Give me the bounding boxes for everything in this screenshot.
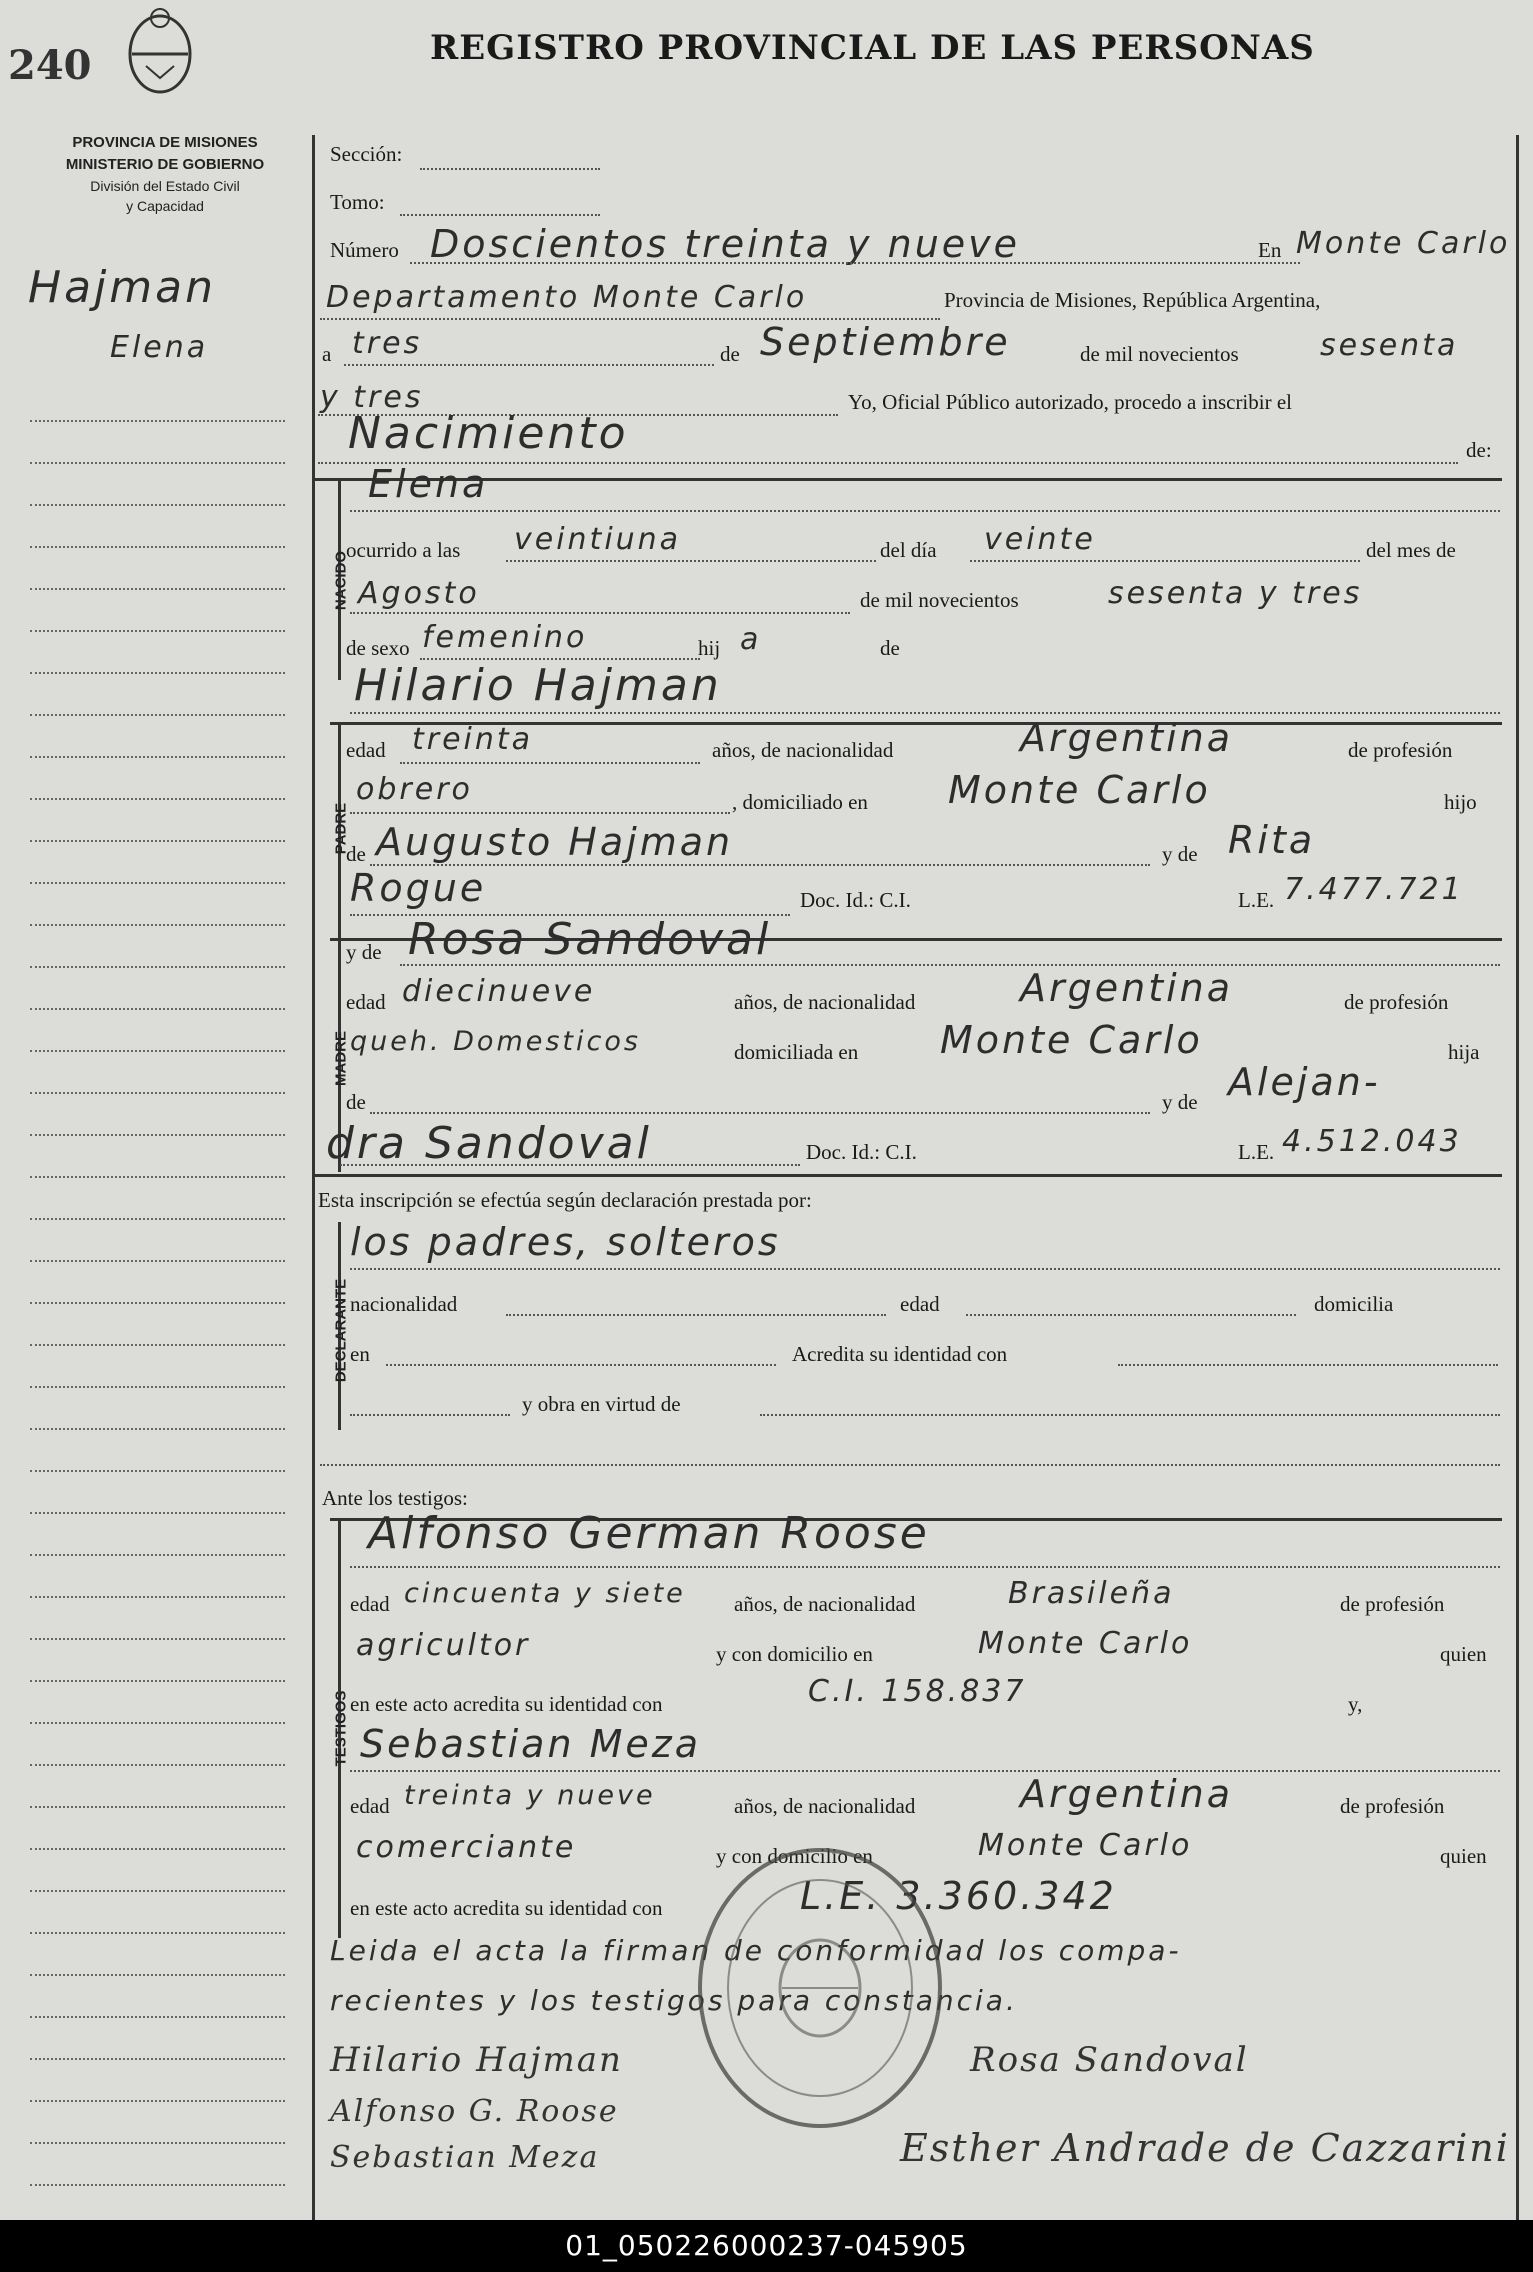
abuelo-materno-line xyxy=(370,1112,1150,1114)
signature-padre: Hilario Hajman xyxy=(330,2040,623,2080)
margin-given-name: Elena xyxy=(110,330,209,365)
label-ante-testigos: Ante los testigos: xyxy=(322,1486,468,1510)
entry-madre-le: 4.512.043 xyxy=(1282,1124,1462,1159)
label-de-abuelo: de xyxy=(346,842,366,866)
side-label-padre: PADRE xyxy=(332,802,350,855)
closing-line-1: Leida el acta la firman de conformidad los compa- xyxy=(330,1934,1182,1967)
label-quien-t1: quien xyxy=(1440,1642,1487,1666)
document-title: REGISTRO PROVINCIAL DE LAS PERSONAS xyxy=(430,28,1315,68)
scan-id-footer: 01_050226000237-045905 xyxy=(0,2220,1533,2272)
label-de-abuelo-materno: de xyxy=(346,1090,366,1114)
label-anos-t2: años, de nacionalidad xyxy=(734,1794,916,1818)
official-seal-icon xyxy=(690,1838,950,2138)
entry-mes: Septiembre xyxy=(760,320,1011,364)
label-domiciliada: domiciliada en xyxy=(734,1040,859,1064)
label-le-padre: L.E. xyxy=(1238,888,1275,912)
label-numero: Número xyxy=(330,238,399,262)
label-hija: hija xyxy=(1448,1040,1480,1064)
side-label-testigos: TESTIGOS xyxy=(332,1690,350,1767)
label-obra: y obra en virtud de xyxy=(522,1392,681,1416)
label-anos-t1: años, de nacionalidad xyxy=(734,1592,916,1616)
label-en: En xyxy=(1258,238,1282,262)
declarante-line xyxy=(350,1268,1500,1270)
entry-testigo2-edad: treinta y nueve xyxy=(404,1780,656,1811)
edad-decl-line xyxy=(966,1314,1296,1316)
label-y-coma: y, xyxy=(1348,1692,1363,1716)
entry-abuela-materna-a: Alejan- xyxy=(1228,1060,1381,1104)
hora-line xyxy=(506,560,876,562)
label-edad-t1: edad xyxy=(350,1592,390,1616)
entry-madre-profesion: queh. Domesticos xyxy=(350,1026,641,1057)
signature-testigo1: Alfonso G. Roose xyxy=(330,2094,619,2129)
label-profesion-t1: de profesión xyxy=(1340,1592,1445,1616)
nombre-line xyxy=(350,510,1500,512)
label-a: a xyxy=(322,342,332,366)
label-profesion-madre: de profesión xyxy=(1344,990,1449,1014)
entry-madre-edad: diecinueve xyxy=(402,974,596,1009)
signature-madre: Rosa Sandoval xyxy=(970,2040,1249,2080)
label-acredita-t1: en este acto acredita su identidad con xyxy=(350,1692,663,1716)
entry-madre: Rosa Sandoval xyxy=(408,914,772,965)
entry-departamento: Departamento Monte Carlo xyxy=(326,280,808,315)
label-edad-padre: edad xyxy=(346,738,386,762)
agency-ministry: MINISTERIO DE GOBIERNO xyxy=(65,156,265,173)
numero-line xyxy=(410,262,1300,264)
label-del-dia: del día xyxy=(880,538,937,562)
side-label-madre: MADRE xyxy=(332,1031,350,1086)
entry-abuela-paterna-a: Rita xyxy=(1228,818,1316,862)
seccion-line xyxy=(420,168,600,170)
entry-padre-nacionalidad: Argentina xyxy=(1020,716,1234,760)
tomo-line xyxy=(400,214,600,216)
label-ocurrido: ocurrido a las xyxy=(346,538,461,562)
label-y-de-abuela: y de xyxy=(1162,842,1198,866)
entry-padre-edad: treinta xyxy=(412,722,534,757)
entry-acto: Nacimiento xyxy=(348,408,629,459)
entry-padre-le: 7.477.721 xyxy=(1284,872,1464,907)
abuela-materna-line xyxy=(340,1164,800,1166)
entry-anio-b: y tres xyxy=(320,380,424,415)
testigo2-line xyxy=(350,1770,1500,1772)
entry-abuelo-paterno: Augusto Hajman xyxy=(376,820,734,864)
entry-madre-domicilio: Monte Carlo xyxy=(940,1018,1203,1062)
label-profesion-t2: de profesión xyxy=(1340,1794,1445,1818)
entry-testigo2-profesion: comerciante xyxy=(356,1830,577,1865)
entry-lugar: Monte Carlo xyxy=(1296,226,1511,261)
entry-testigo1-nacionalidad: Brasileña xyxy=(1008,1576,1175,1611)
entry-padre-domicilio: Monte Carlo xyxy=(948,768,1211,812)
label-nacionalidad-decl: nacionalidad xyxy=(350,1292,458,1316)
entry-hij-suffix: a xyxy=(740,622,762,657)
label-acredita: Acredita su identidad con xyxy=(792,1342,1008,1366)
label-inscripcion: Esta inscripción se efectúa según declaración prestada por: xyxy=(318,1188,812,1212)
signature-testigo2: Sebastian Meza xyxy=(330,2140,600,2175)
acto-line xyxy=(318,462,1458,464)
entry-dia: tres xyxy=(352,326,423,361)
label-yo-oficial: Yo, Oficial Público autorizado, procedo a inscribir el xyxy=(848,390,1293,414)
entry-testigo1: Alfonso German Roose xyxy=(368,1508,930,1559)
margin-surname: Hajman xyxy=(28,262,216,313)
label-anos-padre: años, de nacionalidad xyxy=(712,738,894,762)
label-acredita-t2: en este acto acredita su identidad con xyxy=(350,1896,663,1920)
entry-numero: Doscientos treinta y nueve xyxy=(430,222,1021,266)
label-quien-t2: quien xyxy=(1440,1844,1487,1868)
entry-hora: veintiuna xyxy=(514,522,682,557)
label-edad-decl: edad xyxy=(900,1292,940,1316)
testigo1-line xyxy=(350,1566,1500,1568)
label-de: de xyxy=(720,342,740,366)
coat-of-arms-icon xyxy=(122,4,198,100)
entry-abuela-paterna-b: Rogue xyxy=(350,866,487,910)
dia-line xyxy=(344,364,714,366)
padre-edad-line xyxy=(400,762,700,764)
dia-nac-line xyxy=(970,560,1360,562)
entry-testigo2-doc: L.E. 3.360.342 xyxy=(800,1874,1117,1918)
nacionalidad-decl-line xyxy=(506,1314,886,1316)
signature-oficial: Esther Andrade de Cazzarini xyxy=(900,2126,1510,2170)
entry-testigo2: Sebastian Meza xyxy=(360,1722,702,1766)
entry-testigo2-domicilio: Monte Carlo xyxy=(978,1828,1193,1863)
label-de-mil-nac: de mil novecientos xyxy=(860,588,1019,612)
label-hij: hij xyxy=(698,636,721,660)
label-sexo: de sexo xyxy=(346,636,410,660)
padre-profesion-line xyxy=(350,812,730,814)
entry-testigo1-doc: C.I. 158.837 xyxy=(808,1674,1027,1709)
obra-line-2 xyxy=(320,1464,1500,1466)
obra-line xyxy=(760,1414,1500,1416)
entry-declarante: los padres, solteros xyxy=(350,1220,781,1264)
agency-division: División del Estado Civil xyxy=(90,178,240,194)
label-doc-padre: Doc. Id.: C.I. xyxy=(800,888,911,912)
label-seccion: Sección: xyxy=(330,142,403,166)
right-rule xyxy=(1516,135,1519,2220)
label-de-mil: de mil novecientos xyxy=(1080,342,1239,366)
entry-testigo1-edad: cincuenta y siete xyxy=(404,1578,686,1609)
entry-padre: Hilario Hajman xyxy=(354,660,722,711)
label-doc-madre: Doc. Id.: C.I. xyxy=(806,1140,917,1164)
entry-dia-nac: veinte xyxy=(984,522,1096,557)
entry-nombre: Elena xyxy=(368,462,489,506)
margin-rule xyxy=(312,135,315,2220)
side-label-declarante: DECLARANTE xyxy=(332,1278,350,1383)
label-de-hij: de xyxy=(880,636,900,660)
label-edad-t2: edad xyxy=(350,1794,390,1818)
label-y-con-domicilio-t1: y con domicilio en xyxy=(716,1642,873,1666)
label-de-colon: de: xyxy=(1466,438,1492,462)
label-anos-madre: años, de nacionalidad xyxy=(734,990,916,1014)
entry-testigo1-profesion: agricultor xyxy=(356,1628,531,1663)
label-y-de-abuela-materna: y de xyxy=(1162,1090,1198,1114)
label-tomo: Tomo: xyxy=(330,190,385,214)
side-label-nacido: NACIDO xyxy=(332,550,350,611)
label-del-mes: del mes de xyxy=(1366,538,1456,562)
closing-line-2: recientes y los testigos para constancia. xyxy=(330,1984,1018,2017)
declarante-separator xyxy=(312,1174,1502,1177)
padre-line xyxy=(350,712,1500,714)
entry-abuela-materna-b: dra Sandoval xyxy=(326,1118,652,1169)
entry-madre-nacionalidad: Argentina xyxy=(1020,966,1234,1010)
label-edad-madre: edad xyxy=(346,990,386,1014)
label-en-decl: en xyxy=(350,1342,370,1366)
entry-anio-a: sesenta xyxy=(1320,328,1459,363)
entry-mes-nac: Agosto xyxy=(358,576,480,611)
label-le-madre: L.E. xyxy=(1238,1140,1275,1164)
entry-sexo: femenino xyxy=(422,620,588,655)
entry-testigo1-domicilio: Monte Carlo xyxy=(978,1626,1193,1661)
label-provincia: Provincia de Misiones, República Argentina, xyxy=(944,288,1321,312)
agency-capacity: y Capacidad xyxy=(126,198,204,214)
label-domicilia: domicilia xyxy=(1314,1292,1394,1316)
obra-pre-line xyxy=(350,1414,510,1416)
label-domiciliado: , domiciliado en xyxy=(732,790,868,814)
label-y-con-domicilio-t2: y con domicilio en xyxy=(716,1844,873,1868)
entry-padre-profesion: obrero xyxy=(356,772,473,807)
acredita-line xyxy=(1118,1364,1498,1366)
en-decl-line xyxy=(386,1364,776,1366)
label-profesion-padre: de profesión xyxy=(1348,738,1453,762)
entry-testigo2-nacionalidad: Argentina xyxy=(1020,1772,1234,1816)
entry-anio-nac: sesenta y tres xyxy=(1108,576,1363,611)
agency-province: PROVINCIA DE MISIONES xyxy=(72,134,258,151)
folio-number: 240 xyxy=(8,42,92,89)
abuelo-line xyxy=(370,864,1150,866)
label-hijo: hijo xyxy=(1444,790,1477,814)
nacido-separator xyxy=(312,478,1502,481)
madre-line xyxy=(400,964,1500,966)
mes-nac-line xyxy=(350,612,850,614)
label-y-de-madre: y de xyxy=(346,940,382,964)
